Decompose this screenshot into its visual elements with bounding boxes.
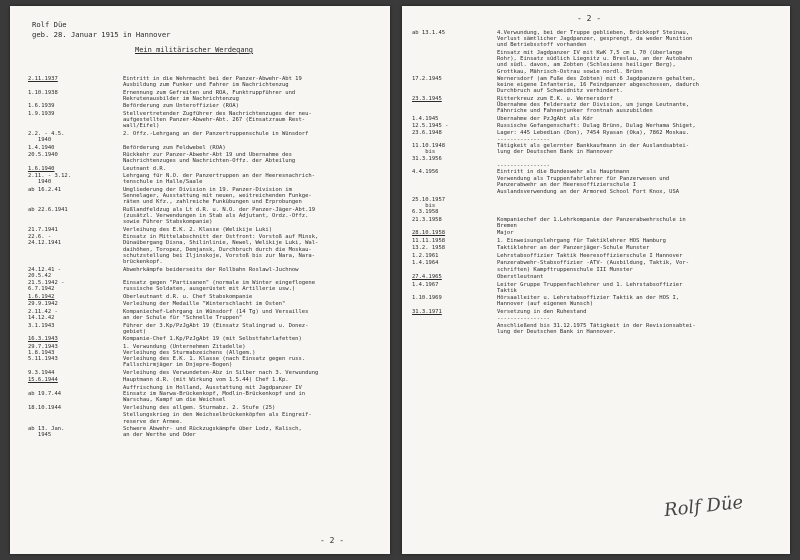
entry-date <box>412 323 497 335</box>
entry-date: 25.10.1957 bis 6.3.1958 <box>412 196 446 216</box>
entry-text: Verleihung des Verwundeten-Abz in Silber nach 3. Verwundung <box>123 369 319 376</box>
entry-date: 12.5.1945 - 23.6.1948 <box>412 123 449 136</box>
right-entry-list <box>412 30 784 336</box>
entry-date: ab 22.6.1941 <box>28 206 68 213</box>
entry-date: 21.7.1941 <box>28 226 58 233</box>
entry-date: 27.4.1965 <box>412 274 442 281</box>
entry-row <box>412 282 784 294</box>
entry-row <box>412 295 784 307</box>
entry-row <box>412 253 784 259</box>
entry-row <box>412 189 784 195</box>
entry-text: Hauptmann d.R. (mit Wirkung vom 1.5.44) Chef 1.Kp. <box>123 377 289 384</box>
entry-row <box>28 309 384 321</box>
entry-row <box>28 426 384 438</box>
entry-row <box>28 323 384 335</box>
entry-row <box>28 103 384 109</box>
entry-text: Versetzung in den Ruhestand <box>497 308 587 315</box>
entry-row <box>412 274 784 280</box>
entry-date: 28.10.1958 <box>412 230 446 237</box>
entry-text: Einsatz gegen "Partisanen" (normale im Winter eingeflogene russische Soldaten, ausgerüstet mit Artillerie usw.) <box>123 280 316 293</box>
entry-date: 2.11.42 - 14.12.42 <box>28 308 58 322</box>
entry-text: Russische Gefangenschaft: Dulag Brünn, Dulag Werhama Shiget, Lager: 445 Lebedian (Don), 7454 Ryasan (Oka), 7862 Moskau. <box>497 123 696 136</box>
entry-row <box>28 301 384 307</box>
entry-text: Ritterkreuz zum E.K. u. Wernersdorf Übernahme des Feldersatz der Division, um junge Leutnante, Fähnriche und Fahnenjunker frontnah auszubilden <box>497 95 690 115</box>
entry-date: 1.4.1940 <box>28 144 55 151</box>
entry-text: 1. Verwundung (Unternehmen Zitadelle) Verleihung des Sturmabzeichens (Allgem.) Verleihung des E.K. 1. Klasse (nach Einsatz gegen russ. Fallschirmjäger im Dnjepre-Bogen) <box>123 343 306 369</box>
entry-row <box>412 30 784 49</box>
entry-date: 2.11. - 3.12. 1940 <box>28 173 72 186</box>
document-title: Mein militärischer Werdegang <box>135 46 254 54</box>
entry-row <box>28 145 384 151</box>
entry-text: Hörsaalleiter u. Lehrstabsoffizier Taktik an der HOS I, Hannover (auf eigenen Wunsch) <box>497 295 680 308</box>
entry-date: 11.10.1948 bis 31.3.1956 <box>412 143 446 162</box>
entry-text: Wernersdorf (am Fuße des Zobten) mit 6 Jagdpanzern gehalten, keine eigene Infanterie, 16 Feindpanzer abgeschossen, dadurch Durchbruch auf Schweidnitz verhindert. <box>497 76 699 95</box>
entry-row <box>28 227 384 233</box>
entry-date: 1.6.1942 <box>28 293 55 300</box>
entry-row <box>412 245 784 251</box>
entry-text: 4.Verwundung, bei der Truppe geblieben, Brückkopf Steinau, Verlust sämtlicher Jagdpanzer, gesprengt, da weder Munition und Betriebsstoff vorhanden <box>497 30 693 49</box>
entry-text: Beförderung zum Unteroffizier (ROA) <box>123 103 239 110</box>
entry-text: Eintritt in die Wehrmacht bei der Panzer-Abwehr-Abt 19 Ausbildung zum Funker und Fahrer im Nachrichtenzug <box>123 76 302 89</box>
entry-text: Umgliederung der Division in 19. Panzer-Division im Sennelager, Ausstattung mit neuen, weitreichenden Funkge- räten und Kfz., zahlreiche Funkübungen und Erprobungen <box>123 186 312 206</box>
entry-text: Verleihung der Medaille "Winterschlacht im Osten" <box>123 301 286 308</box>
entry-date <box>28 412 123 424</box>
page-number: - 2 - <box>320 536 345 545</box>
entry-text: Übernahme der PzJgAbt als Kdr <box>497 115 594 122</box>
entry-text: Taktiklehrer an der Panzerjäger-Schule Munster <box>497 245 650 252</box>
entry-row <box>28 412 384 424</box>
entry-date: 1.2.1961 <box>412 252 439 259</box>
entry-row <box>28 152 384 164</box>
entry-row <box>412 217 784 229</box>
entry-text: Führer der 3.Kp/PzJgAbt 19 (Einsatz Stalingrad u. Donez- gebiet) <box>123 322 309 335</box>
entry-text: Oberleutnant d.R. u. Chef Stabskompanie <box>123 293 253 300</box>
entry-text: Kompaniechef der 1.Lehrkompanie der Panzerabwehrschule in Bremen <box>497 216 686 229</box>
left-entry-list <box>28 76 384 440</box>
entry-row <box>28 336 384 342</box>
entry-text: Lehrstabsoffizier Taktik Heeresoffizierschule I Hannover <box>497 252 683 259</box>
entry-date: 21.5.1942 - 6.7.1942 <box>28 280 65 293</box>
entry-text: Abwehrkämpfe beiderseits der Rollbahn Roslawl-Juchnow <box>123 266 299 273</box>
entry-date: 1.10.1969 <box>412 295 442 302</box>
entry-row <box>412 230 784 236</box>
entry-text: Anschließend bis 31.12.1975 Tätigkeit in der Revisionsabtei- lung der Deutschen Bank in Hannover. <box>497 322 696 335</box>
entry-row <box>28 385 384 404</box>
entry-row <box>28 90 384 102</box>
entry-text: Verleihung des E.K. 2. Klasse (Welikije Luki) <box>123 226 273 233</box>
entry-text: Verleihung des allgem. Sturmabz. 2. Stufe (25) <box>123 404 276 411</box>
entry-row <box>28 111 384 130</box>
entry-text: Einsatz in Mittelabschnitt der Ostfront: Vorstoß auf Minsk, Dünaübergang Disna, Shilinlinie, Newel, Welikije Luki, Wal- daihöhen, Toropez, Demjansk, Durchbruch durch die Moskau- schutzstellung bei Iljinskoje, Vorstoß bis zur Nara, Nara- brückenkopf. <box>123 234 319 266</box>
entry-text: 2. Offz.-Lehrgang an der Panzertruppenschule in Wünsdorf <box>123 130 309 137</box>
entry-date: 15.6.1944 <box>28 377 58 384</box>
entry-text: Auffrischung in Holland, Ausstattung mit Jagdpanzer IV Einsatz im Narwa-Brückenkopf, Modlin-Brückenkopf und in Warschau, Kampf um die Weichsel <box>123 384 306 404</box>
entry-row <box>412 260 784 272</box>
entry-text: Tätigkeit als gelernter Bankkaufmann in der Auslandsabtei- lung der Deutschen Bank in Hannover <box>497 143 690 156</box>
entry-row <box>28 370 384 376</box>
signature: Rolf Düe <box>663 491 745 522</box>
entry-date: ab 13. Jan. 1945 <box>28 426 65 439</box>
entry-date: 22.6. - 24.12.1941 <box>28 234 62 247</box>
entry-date: 11.11.1958 <box>412 237 446 244</box>
entry-date: 4.4.1956 <box>412 169 439 176</box>
entry-row <box>412 197 784 216</box>
entry-date: 21.3.1958 <box>412 216 442 223</box>
left-page <box>10 6 390 554</box>
entry-text <box>497 197 784 216</box>
entry-row <box>412 143 784 162</box>
entry-text: Rußlandfeldzug als Lt d.R. u. N.O. der Panzer-Jäger-Abt.19 (zusätzl. Verwendungen in Stab als Adjutant, Ordz.-Offz. sowie Führer Stabskompanie) <box>123 206 316 226</box>
entry-date: 2.2. - 4.5. 1940 <box>28 130 65 144</box>
entry-text: Major <box>497 230 514 237</box>
entry-date: 3.1.1943 <box>28 322 55 329</box>
entry-text: Einsatz mit Jagdpanzer IV mit KwK 7,5 cm L 70 (überlange Rohr), Einsatz südlich Liegnitz u. Breslau, an der Autobahn und südl. davon, am Zobten (Schlesiens heiliger Berg), Grottkau, Mährisch-Ostrau sowie nordl. Brünn <box>497 49 693 75</box>
right-page <box>402 6 790 554</box>
entry-date: 1.4.1964 <box>412 260 439 267</box>
entry-row <box>412 238 784 244</box>
entry-date: 1.6.1939 <box>28 103 55 110</box>
entry-row <box>28 405 384 411</box>
entry-row <box>28 377 384 383</box>
entry-text: Leutnant d.R. <box>123 165 167 172</box>
entry-text: Eintritt in die Bundeswehr als Hauptmann Verwendung als Truppenfahrlehrer für Panzerwesen und Panzerabwehr an der Heeresoffizierschule I <box>497 169 670 188</box>
entry-row <box>28 280 384 292</box>
entry-text: Schwere Abwehr- und Rückzugskämpfe über Lodz, Kalisch, an der Werthe und Oder <box>123 426 302 439</box>
entry-date: 29.7.1943 1.8.1943 5.11.1943 <box>28 343 58 363</box>
entry-text: Panzerabwehr-Stabsoffizier -ATV- (Ausbildung, Taktik, Vor- schriften) Kampftruppenschule III Munster <box>497 260 690 273</box>
entry-row <box>28 131 384 143</box>
entry-date: 2.11.1937 <box>28 76 58 82</box>
entry-row <box>412 323 784 335</box>
entry-row <box>28 344 384 369</box>
entry-row <box>28 234 384 265</box>
entry-date: 1.10.1938 <box>28 89 58 96</box>
entry-row <box>28 76 384 88</box>
entry-row <box>28 187 384 206</box>
entry-row <box>28 173 384 185</box>
separator-line: ---------------- <box>497 137 550 144</box>
entry-date <box>412 50 497 75</box>
entry-row <box>28 294 384 300</box>
entry-row <box>412 123 784 135</box>
entry-row <box>412 116 784 122</box>
page-number: - 2 - <box>577 14 602 23</box>
entry-date: 23.3.1945 <box>412 95 442 102</box>
entry-date: 9.3.1944 <box>28 369 55 376</box>
entry-date: 1.4.1945 <box>412 115 439 122</box>
entry-date: 29.9.1942 <box>28 301 58 308</box>
entry-date: ab 13.1.45 <box>412 30 446 36</box>
entry-text: Auslandsverwendung an der Armored School Fort Knox, USA <box>497 189 680 196</box>
entry-row <box>412 50 784 75</box>
entry-row <box>28 166 384 172</box>
author-name: Rolf Düe <box>32 20 67 29</box>
entry-date: 16.3.1943 <box>28 336 58 343</box>
entry-text: Oberstleutnant <box>497 274 544 281</box>
entry-row <box>412 169 784 188</box>
entry-date: 1.6.1940 <box>28 165 55 172</box>
entry-date: 13.2. 1958 <box>412 245 446 252</box>
entry-text: Rückkehr zur Panzer-Abwehr-Abt 19 und Übernahme des Nachrichtenzuges und Nachrichten-Offz. der Abteilung <box>123 152 296 165</box>
entry-text: Kompanie-Chef 1.Kp/PzJgAbt 19 (mit Selbstfahrlafetten) <box>123 336 302 343</box>
entry-date: 20.5.1940 <box>28 152 58 159</box>
birth-line: geb. 28. Januar 1915 in Hannover <box>32 30 171 39</box>
entry-text: Stellvertretender Zugführer des Nachrichtenzuges der neu- aufgestellten Panzer-Abwehr-Abt. 267 (Einsatzraum Rest- wall/Eifel) <box>123 110 312 130</box>
entry-row <box>412 309 784 315</box>
entry-row <box>28 207 384 226</box>
entry-row <box>28 267 384 279</box>
separator-line: ---------------- <box>497 316 550 323</box>
entry-text: Lehrgang für N.O. der Panzertruppen an der Heeresnachrich- tenschule in Halle/Saale <box>123 173 316 186</box>
separator-line: ---------------- <box>497 163 550 170</box>
entry-date: 1.4.1967 <box>412 281 439 288</box>
entry-text: Leiter Gruppe Truppenfachlehrer und 1. Lehrstabsoffizier Taktik <box>497 281 683 294</box>
entry-date: 31.3.1971 <box>412 308 442 315</box>
entry-row <box>412 96 784 115</box>
entry-date: ab 16.2.41 <box>28 186 62 193</box>
entry-text: Kompaniechef-Lehrgang in Wünsdorf (14 Tg) und Versailles an der Schule für "Schnelle Truppen" <box>123 308 309 322</box>
entry-text: Stellungskrieg in den Weichselbrückenköpfen als Eingreif- reserve der Armee. <box>123 412 312 425</box>
entry-date: ab 19.7.44 <box>28 391 62 398</box>
entry-text: Beförderung zum Feldwebel (ROA) <box>123 144 226 151</box>
entry-text: 1. Einweisungslehrgang für Taktiklehrer HOS Hamburg <box>497 237 666 244</box>
entry-date: 17.2.1945 <box>412 76 442 83</box>
entry-text: Ernennung zum Gefreiten und ROA, Funktruppführer und Rekrutenausbilder im Nachrichtenzug <box>123 89 296 102</box>
entry-date: 1.9.1939 <box>28 110 55 117</box>
entry-date <box>412 189 497 195</box>
entry-date: 24.12.41 - 20.5.42 <box>28 266 62 279</box>
entry-date: 18.10.1944 <box>28 404 62 411</box>
entry-row <box>412 76 784 95</box>
